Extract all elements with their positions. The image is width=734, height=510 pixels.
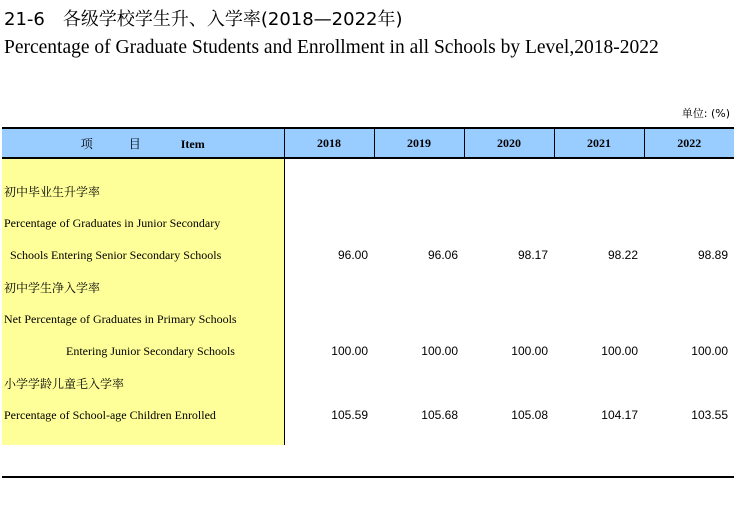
value-cell: 100.00 [331,344,368,358]
header-year: 2019 [374,128,464,158]
data-table [2,127,734,445]
value-cell: 100.00 [421,344,458,358]
table-row [2,175,734,207]
row-label-en: Schools Entering Senior Secondary Schools [2,239,284,271]
spacer-row [2,431,734,445]
header-year: 2018 [284,128,374,158]
row-label-en: Net Percentage of Graduates in Primary Schools [2,303,284,335]
table-row [2,303,734,335]
header-item-cn: 项 目 [80,136,153,151]
value-cell: 98.22 [607,248,638,262]
row-label-en: Percentage of Graduates in Junior Secondary [2,207,284,239]
header-row [2,128,734,158]
unit-label: 单位: (%) [681,107,730,120]
table-title-chinese: 21-6 各级学校学生升、入学率(2018—2022年) [4,9,403,30]
row-label-en: Entering Junior Secondary Schools [2,335,284,367]
row-label-cn: 初中学生净入学率 [2,271,284,303]
value-cell: 98.17 [517,248,548,262]
value-cell: 100.00 [601,344,638,358]
header-item-en: Item [180,136,205,151]
value-cell: 96.06 [427,248,458,262]
table-row [2,271,734,303]
spacer-row [2,158,734,175]
header-year: 2021 [554,128,644,158]
table-row [2,239,734,271]
table-row [2,335,734,367]
header-year: 2020 [464,128,554,158]
table-row [2,399,734,431]
value-cell: 100.00 [511,344,548,358]
value-cell: 100.00 [691,344,728,358]
table-row [2,367,734,399]
row-label-en: Percentage of School-age Children Enrolled [2,399,284,431]
row-label-cn: 初中毕业生升学率 [2,175,284,207]
table-bottom-rule [2,476,734,478]
value-cell: 104.17 [601,408,638,422]
row-label-cn: 小学学龄儿童毛入学率 [2,367,284,399]
value-cell: 105.68 [421,408,458,422]
value-cell: 98.89 [697,248,728,262]
value-cell: 103.55 [691,408,728,422]
value-cell: 105.59 [331,408,368,422]
header-item [2,128,284,158]
value-cell: 105.08 [511,408,548,422]
table-title-english: Percentage of Graduate Students and Enrollment in all Schools by Level,2018-2022 [4,37,659,58]
header-year: 2022 [644,128,734,158]
table-row [2,207,734,239]
value-cell: 96.00 [337,248,368,262]
